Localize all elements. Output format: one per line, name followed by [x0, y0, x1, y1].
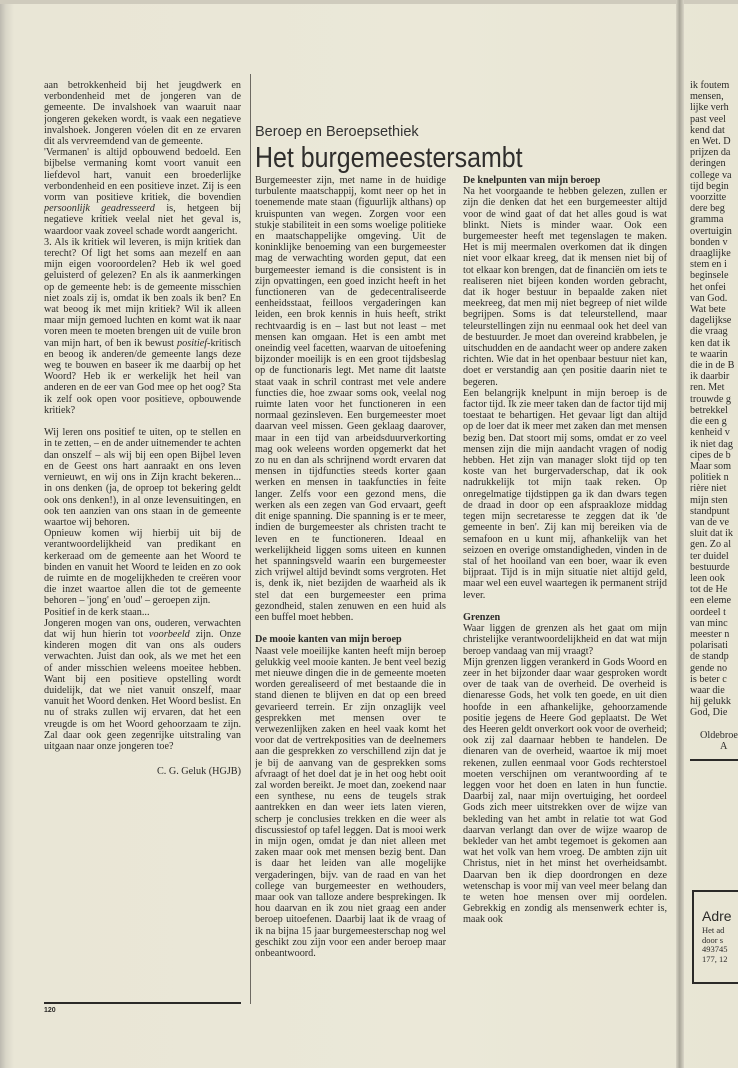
text-line: ik niet dag — [690, 438, 734, 450]
spacer — [44, 416, 241, 427]
text-line: tot de He — [690, 584, 728, 596]
right-bottom-rule — [690, 759, 738, 761]
paragraph: Naast vele moeilijke kanten heeft mijn beroep gelukkig veel mooie kanten. Je bent veel bezig met nieuwe dingen die in de gemeente moeten worden gerealiseerd of met bestaande die in stand dienen te blijven en dat op een breed gevarieerd terrein. Er zijn onzaglijk veel gesprekken met mensen over te verwezenlijken zaken en heel vaak komt het voor dat de vertrekposities van de deelnemers aan die gesprekken zo verschillend zijn dat je je bij de aanvang van de gesprekken soms afvraagt of het doel dat je in het oog hebt ooit zal worden bereikt. Je moet dan, zoekend naar een synthese, nu eens de teugels strak aantrekken en dan weer iets laten vieren, scherp je conclusies trekken en die weer als discussiestof op tafel leggen. Dat is mooi werk in mijn ogen, omdat je dan niet alleen met zaken maar ook met mensen bezig bent. Dan is daar het leiden van alle mogelijke vergaderingen, bijv. van de raad en van het college van burgemeester en wethouders, maar ook van talloze andere besprekingen. Ik hou daarvan en ik zou niet graag een ander beroep uitoefenen. Daarbij laat ik de vraag of ik na bijna 15 jaar burgemeesterschap nog wel geschikt zou zijn voor een ander beroep maar onbeantwoord. — [255, 645, 446, 959]
section-heading: De mooie kanten van mijn beroep — [255, 634, 402, 646]
text-line: en Wet. D — [690, 136, 731, 148]
address-line: Het ad — [702, 925, 725, 935]
text-line: lijke verh — [690, 102, 729, 114]
text-line: die vraag — [690, 326, 728, 338]
author-signature: C. G. Geluk (HGJB) — [156, 766, 241, 778]
paragraph: Opnieuw komen wij hierbij uit bij de verantwoordelijkheid van predikant en kerkeraad om de gemeente aan het Woord te binden en vanuit het Woord te leiden en zo ook de ruimte en de mogelijkheden te creëren voor die inzet waartoe allen die tot de gemeente behoren – 'jong' en 'oud' – geroepen zijn. — [44, 528, 241, 607]
text-line: Maar som — [690, 460, 732, 472]
text-line: ter duidel — [690, 550, 729, 562]
text-line: gende no — [690, 662, 728, 674]
paragraph — [44, 237, 241, 416]
text-line: te waarin — [690, 348, 728, 360]
article-column-1 — [255, 175, 446, 990]
italic-text: positief — [177, 337, 208, 349]
text-line: kenheid v — [690, 427, 730, 439]
text-line: politiek n — [690, 472, 729, 484]
text-line: van de ve — [690, 516, 730, 528]
spacer — [463, 601, 667, 612]
page-number: 120 — [44, 1007, 56, 1014]
paragraph: Mijn grenzen liggen verankerd in Gods Woord en zeer in het bijzonder daar waar gesproken wordt over de taak van de overheid. De overheid is dienaresse Gods, het volk ten goede, en uit dien hoofde in een afhankelijke, gehoorzamende positie jegens de Heere God geplaatst. De Wet des Heeren geldt onverkort ook voor de overheid; ook zij zal daarnaar hebben te handelen. De dienaren van de overheid, waartoe ik mij moet rekenen, zullen eenmaal voor Gods rechterstoel moeten verschijnen om verantwoording af te leggen voor het doen en laten in hun functie. Daarbij zal, naar mijn overtuiging, het oordeel Gods zich meer uitstrekken over de wijze van bekleding van het ambt in relatie tot wat God daarvan verlangt dan over de wijze waarop de bekleder van het ambt tegemoet is gekomen aan wat het volk van hem vroeg. De ambten zijn uit Christus, niet in het minst het overheidsambt. Daarvan ben ik diep doordrongen en deze wetenschap is voor mij van veel meer belang dan te weten hoe mensen over mij oordelen. Gebrekkig en zondig als mensenwerk echter is, maak ook — [463, 656, 667, 926]
paragraph: Wij leren ons positief te uiten, op te stellen en in te zetten, – en de ander uitnemender te achten dan onszelf – als wij bij een open Bijbel leven en de Geest ons hart aanraakt en ons leven vernieuwt, en wij ons in Zijn kracht bekeren... in ons denken (ja, de oproep tot bekering geldt ook ons denken!), in al onze levensuitingen, en ook ten aanzien van ons staan in de gemeente waartoe wij behoren. — [44, 427, 241, 528]
text-line: college va — [690, 169, 732, 181]
address-heading: Adre — [702, 908, 732, 924]
text-line: hij gelukk — [690, 696, 732, 708]
text-line: die in de B — [690, 360, 735, 372]
article-column-2 — [463, 175, 667, 990]
text-line: kend dat — [690, 124, 725, 136]
text-line: God, Die — [690, 707, 728, 719]
paragraph: Na het voorgaande te hebben gelezen, zullen er zijn die denken dat het een burgemeester altijd voor de wind gaat of dat het alles goud is wat blinkt. Niets is minder waar. Ook een burgemeester heeft met tegenslagen te maken. Het is mij meermalen overkomen dat ik dingen niet voor elkaar kreeg, dat ik mensen niet bij of tot elkaar kon brengen, dat de financiën om iets te realiseren niet bijeen konden worden gebracht, dat ik hoger bestuur in bepaalde zaken niet meekreeg, dat men mij niet begreep of niet wilde begrijpen. Soms is dat teleurstellend, maar teleurstellingen zijn nu eenmaal ook het deel van de bestuurder. Je moet dan overeind krabbelen, je uitschudden en de aandacht weer op andere zaken richten. Wie dat in het openbaar bestuur niet kan, doet er verstandig aan çen positie daarin niet te begeren. — [463, 186, 667, 388]
text-line: dere beg — [690, 203, 725, 215]
section-heading: Grenzen — [463, 611, 501, 623]
page-fold — [676, 0, 684, 1068]
text-line: tijd begin — [690, 180, 729, 192]
text-line: ik daarbir — [690, 371, 730, 383]
text-line: mijn sten — [690, 494, 728, 506]
text-line: trouwde g — [690, 393, 732, 405]
text-line: betrekkel — [690, 404, 728, 416]
section-heading: De knelpunten van mijn beroep — [463, 175, 601, 186]
paragraph: aan betrokkenheid bij het jeugdwerk en verbondenheid met de jongeren van de gemeente. De invalshoek van waaruit naar jongeren gekeken wordt, is vaak een negatieve invalshoek. Jongeren vóelen dit en ze ervaren dit als vervreemdend van de gemeente. — [44, 80, 241, 148]
text-line: stem en i — [690, 259, 727, 271]
right-page-column — [690, 80, 738, 752]
address-line: 493745 — [702, 944, 728, 954]
text-line: deringen — [690, 158, 726, 170]
italic-text: persoonlijk geadresseerd — [44, 203, 155, 215]
text-line: de standp — [690, 651, 729, 663]
text-line: is beter c — [690, 673, 727, 685]
text: Jongeren mogen van ons, ouderen, verwachten dat wij hun hierin tot — [44, 617, 241, 640]
bottom-rule — [44, 1002, 241, 1004]
text-line: een eleme — [690, 595, 732, 607]
text-line: ken dat ik — [690, 337, 731, 349]
text-line: polarisati — [690, 640, 728, 652]
article-kicker: Beroep en Beroepsethiek — [255, 124, 419, 140]
text-line: ik foutem — [690, 80, 730, 91]
text-line: bestuurde — [690, 561, 730, 573]
italic-text: voorbeeld — [149, 628, 190, 640]
text-line: bonden v — [690, 236, 728, 248]
address-box — [692, 890, 738, 984]
column-divider — [250, 74, 251, 1004]
paragraph: Positief in de kerk staan... — [44, 606, 150, 618]
text-line: Wat bete — [690, 304, 726, 316]
text-line: overtuigin — [690, 225, 732, 237]
paragraph — [44, 147, 241, 237]
text-line: oordeel t — [690, 606, 726, 618]
address-line: 177, 12 — [702, 953, 728, 964]
text-line: voorzitte — [690, 192, 727, 204]
text: 'Vermanen' is altijd opbouwend bedoeld. Een bijbelse vermaning komt voort vanuit een liefdevol hart, vanuit een broederlijke verbondenheid en een positieve inzet. Zij is een vorm van positieve kritiek, die bovendien — [44, 147, 241, 204]
signature-line: A — [720, 740, 728, 752]
text: is, hetgeen bij negatieve kritiek veelal niet het geval is, waardoor vaak zoveel schade wordt aangericht. — [44, 203, 241, 237]
text-line: rière niet — [690, 483, 727, 495]
text-line: standpunt — [690, 505, 730, 517]
signature-line: Oldebroe — [700, 729, 738, 741]
text-line: dagelijkse — [690, 315, 732, 327]
intro-paragraph: Burgemeester zijn, met name in de huidige turbulente maatschappij, komt neer op het in toenemende mate staan (figuurlijk althans) op kruispunten van wegen. Zorgen voor een stukje stabiliteit in een soms woelige politieke en maatschappelijke omgeving. Uit de koninklijke benoeming van een burgemeester mag de verwachting worden geput, dat een burgemeester iemand is die consistent is in zijn opvattingen, een goed inzicht heeft in het functioneren van de gedecentraliseerde eenheidsstaat, feilloos vergaderingen kan leiden, een brok kennis in huis heeft, strikt rechtvaardig is en – last but not least – met mensen kan omgaan. Het is een ambt met oneindig veel facetten, waarvan de uitoefening bijzonder moeilijk is en een groot tijdsbeslag op de functionaris legt. Met name dit laatste staat vaak in schril contrast met vele andere functies die, hoe zwaar soms ook, veelal nog ruimte laten voor het functioneren in een normaal gezinsleven. Een burgemeester moet daarvan veel missen. Geen geklaag daarover, maar in een tijd van arbeidsduurverkorting mag ook weleens worden opgemerkt dat het zo nu en dan als schrijnend wordt ervaren dat mensen in tijdfuncties steeds korter gaan werken en mensen in taakfuncties in feite langer. Zelfs voor een gezond mens, die werken als een zegen van God ervaart, geeft dit enige spanning. Die spanning is er te meer, indien de burgemeester als christen tracht te leven en te functioneren. Ideaal en werkelijkheid liggen soms uiteen en kunnen het spanningsveld waarin een burgemeester zich vrijwel altijd bevindt soms vergroten. Het is, denk ik, niet bezijden de waarheid als ik stel dat een burgemeester een prima gezondheid, stalen zenuwen en een huid als een buffel moet hebben. — [255, 175, 446, 623]
text-line: ren. Met — [690, 382, 725, 394]
page-top-edge — [0, 0, 738, 4]
text: 3. Als ik kritiek wil leveren, is mijn kritiek dan terecht? Of ligt het soms aan mezelf en aan mijn eigen vooroordelen? Heb ik wel goed geluisterd of gelezen? En als ik aanmerkingen op de gemeente heb: is de gemeente misschien niet zoals zij is, omdat ik ben zoals ik ben? En wat beoog ik met mijn kritiek? Wil ik alleen maar mijn gemoed luchten en komt wat ik naar voren meen te moeten brengen uit de vuile bron van mijn hart, of ben ik bewust — [44, 236, 241, 349]
paragraph: Waar liggen de grenzen als het gaat om mijn christelijke verantwoordelijkheid en dat wat mijn beroep vandaag van mij vraagt? — [463, 623, 667, 657]
text-line: gen. Zo al — [690, 539, 732, 551]
spacer — [255, 623, 446, 634]
text-line: prijzen da — [690, 147, 731, 159]
spacer — [690, 719, 738, 730]
article-title: Het burgemeestersambt — [255, 142, 523, 174]
text-line: gramma — [690, 214, 724, 226]
text-line: meester n — [690, 628, 730, 640]
text: -kritisch en beoog ik anderen/de gemeente langs deze weg te bouwen en baseer ik me daarbij op het Woord? Heb ik er werkelijk het heil van anderen en de eer van God mee op het oog? Sta ik zelf ook open voor positieve, opbouwende kritiek? — [44, 337, 241, 416]
text-line: past veel — [690, 113, 726, 125]
text-line: leen ook — [690, 572, 725, 584]
text-line: van minc — [690, 617, 728, 629]
address-line: door s — [702, 934, 724, 945]
text-line: die een g — [690, 416, 727, 428]
text-line: waar die — [690, 684, 725, 696]
left-column — [44, 80, 241, 780]
text-line: het onfei — [690, 281, 726, 293]
paragraph — [44, 618, 241, 752]
text-line: beginsele — [690, 270, 729, 282]
text-line: sluit dat ik — [690, 528, 734, 540]
paragraph: Een belangrijk knelpunt in mijn beroep is de factor tijd. Ik zie meer taken dan de factor tijd mij toestaat te behartigen. Het gevaar ligt dan altijd op de loer dat ik meer met zaken dan met mensen bezig ben. Dat stoort mij soms, omdat er zo veel mensen zijn die mijn aandacht vragen of nodig hebben. Het zijn van manager slokt tijd op ten koste van het burgervaderschap, dat ik ook nadrukkelijk tot mijn taak reken. Op onregelmatige tijdstippen ga ik dan dwars tegen de draad in door op een afspraakloze middag tegen mijn secretaresse te zeggen dat ik 'de gemeente in ben'. Zij kan mij bereiken via de semafoon en u kunt mij, afhankelijk van het seizoen en overige omstandigheden, vinden in de stal of het hooiland van een boer, waar ik even bijpraat. Tijd is in mijn situatie niet altijd geld, maar wel een euvel waartegen ik permanent strijd lever. — [463, 387, 667, 601]
text: zijn. Onze kinderen mogen dit van ons als ouders verwachten. Juist dan ook, als we met het een of ander misschien weleens moeitee hebben. Want bij een positieve opstelling wordt duidelijk, dat we niet vanuit onszelf, maar vanuit het Woord denken. Het Woord beslist. En nu of straks zullen wij ervaren, dat het een vreugde is om het Woord gehoorzaam te zijn. Zal daar ook geen zegenrijke uitstraling van uitgaan naar onze jongeren toe? — [44, 628, 241, 752]
text-line: mensen, — [690, 91, 724, 103]
text-line: cipes de b — [690, 449, 731, 461]
text-line: van God. — [690, 292, 728, 304]
text-line: draaglijke — [690, 248, 731, 260]
